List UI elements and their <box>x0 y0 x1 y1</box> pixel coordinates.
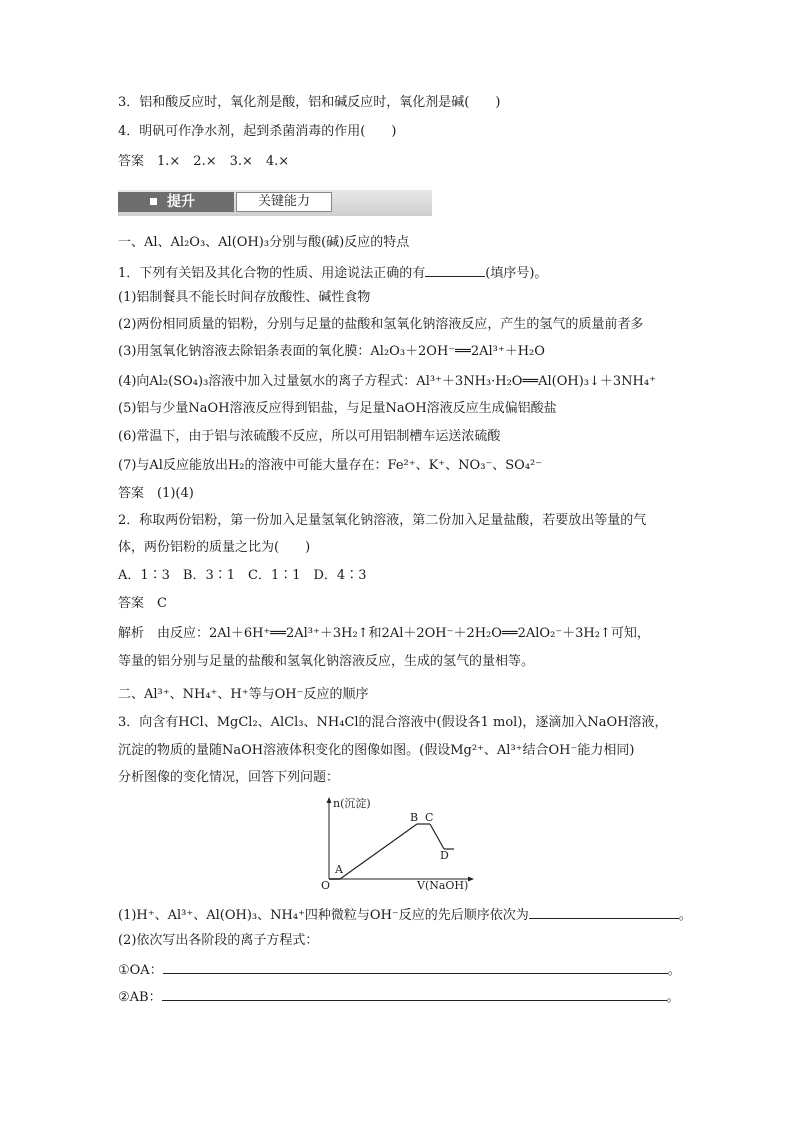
sub-question-1-text: (1)H⁺、Al³⁺、Al(OH)₃、NH₄⁺四种微粒与OH⁻反应的先后顺序依次为 <box>118 908 529 923</box>
question-3-line-3: 分析图像的变化情况，回答下列问题： <box>118 770 340 785</box>
answer-line: 答案 1.× 2.× 3.× 4.× <box>118 154 290 169</box>
option-7: (7)与Al反应能放出H₂的溶液中可能大量存在：Fe²⁺、K⁺、NO₃⁻、SO₄²⁻ <box>118 458 543 473</box>
oa-label: ①OA： <box>118 963 163 978</box>
question-1-suffix: (填序号)。 <box>485 266 548 281</box>
sub-question-1-end: 。 <box>678 908 692 923</box>
oa-equation <box>118 959 681 980</box>
banner-main-label: 提升 <box>167 194 195 210</box>
banner-sub: 关键能力 <box>236 192 332 212</box>
point-b-label: B <box>410 811 419 824</box>
y-axis-arrow <box>327 797 332 803</box>
section-banner <box>118 190 432 216</box>
order-blank[interactable] <box>529 904 679 919</box>
banner-main <box>118 192 234 212</box>
square-icon <box>150 198 157 205</box>
option-3: (3)用氢氧化钠溶液去除铝条表面的氧化膜：Al₂O₃＋2OH⁻══2Al³⁺＋H₂O <box>118 344 545 359</box>
x-axis-arrow <box>468 877 474 882</box>
sub-question-1 <box>118 904 692 925</box>
section-2-heading: 二、Al³⁺、NH₄⁺、H⁺等与OH⁻反应的顺序 <box>118 687 369 702</box>
question-1 <box>118 262 547 283</box>
question-2-line-2: 体，两份铝粉的质量之比为( ) <box>118 540 311 555</box>
option-4: (4)向Al₂(SO₄)₃溶液中加入过量氨水的离子方程式：Al³⁺＋3NH₃·H₂O══Al(OH)₃↓＋3NH₄⁺ <box>118 374 656 389</box>
answer-blank[interactable] <box>425 262 485 277</box>
segment-ab <box>340 824 417 879</box>
option-6: (6)常温下，由于铝与浓硫酸不反应，所以可用铝制槽车运送浓硫酸 <box>118 429 501 444</box>
answer-1: 答案 (1)(4) <box>118 486 194 501</box>
question-3-line-1: 3．向含有HCl、MgCl₂、AlCl₃、NH₄Cl的混合溶液中(假设各1 mol)，逐滴加入NaOH溶液， <box>118 715 668 730</box>
ab-blank[interactable] <box>162 986 667 1001</box>
question-3-line-2: 沉淀的物质的量随NaOH溶液体积变化的图像如图。(假设Mg²⁺、Al³⁺结合OH⁻能力相同) <box>118 743 635 758</box>
point-a-label: A <box>335 863 343 876</box>
question-2-line-1: 2．称取两份铝粉，第一份加入足量氢氧化钠溶液，第二份加入足量盐酸，若要放出等量的气 <box>118 513 647 528</box>
origin-label: O <box>321 879 331 892</box>
oa-end: 。 <box>667 963 681 978</box>
x-axis-label: V(NaOH) <box>417 879 469 892</box>
option-2: (2)两份相同质量的铝粉，分别与足量的盐酸和氢氧化钠溶液反应，产生的氢气的质量前者多 <box>118 317 644 332</box>
question-2-options: A．1∶3 B．3∶1 C．1∶1 D．4∶3 <box>118 568 367 583</box>
ab-label: ②AB： <box>118 990 162 1005</box>
option-1: (1)铝制餐具不能长时间存放酸性、碱性食物 <box>118 290 371 305</box>
explanation-line-2: 等量的铝分别与足量的盐酸和氢氧化钠溶液反应，生成的氢气的量相等。 <box>118 654 535 669</box>
precipitate-graph <box>312 793 482 893</box>
question-3-text: 3．铝和酸反应时，氧化剂是酸，铝和碱反应时，氧化剂是碱( ) <box>118 95 501 110</box>
oa-blank[interactable] <box>163 959 668 974</box>
point-c-label: C <box>425 811 434 824</box>
point-d-label: D <box>440 849 449 862</box>
ab-equation <box>118 986 680 1007</box>
sub-question-2: (2)依次写出各阶段的离子方程式： <box>118 933 319 948</box>
explanation-line-1: 解析 由反应：2Al＋6H⁺══2Al³⁺＋3H₂↑和2Al＋2OH⁻＋2H₂O══2AlO₂⁻＋3H₂↑可知， <box>118 626 650 641</box>
question-4-text: 4．明矾可作净水剂，起到杀菌消毒的作用( ) <box>118 124 397 139</box>
ab-end: 。 <box>666 990 680 1005</box>
question-1-text: 1．下列有关铝及其化合物的性质、用途说法正确的有 <box>118 266 426 281</box>
y-axis-label: n(沉淀) <box>333 797 371 810</box>
option-5: (5)铝与少量NaOH溶液反应得到铝盐，与足量NaOH溶液反应生成偏铝酸盐 <box>118 401 557 416</box>
segment-cd <box>430 824 444 849</box>
answer-2: 答案 C <box>118 596 167 611</box>
section-1-heading: 一、Al、Al₂O₃、Al(OH)₃分别与酸(碱)反应的特点 <box>118 235 410 250</box>
